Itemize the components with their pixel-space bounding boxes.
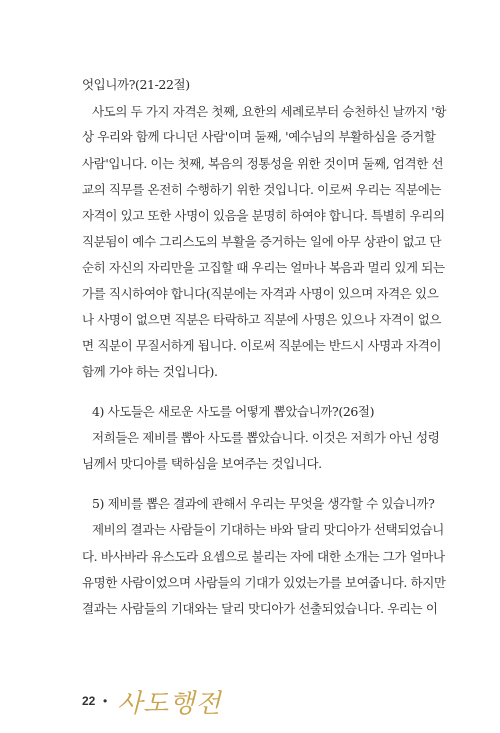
text-line: 님께서 맛디아를 택하심을 보여주는 것입니다. [82, 456, 322, 471]
text-line: 자격이 있고 또한 사명이 있음을 분명히 하여야 합니다. 특별히 우리의 [82, 208, 445, 223]
footer-separator: • [103, 694, 108, 708]
text-line: 엇입니까?(21-22절) [82, 77, 190, 92]
text-line: 상 우리와 함께 다니던 사람'이며 둘째, '예수님의 부활하심을 증거할 [82, 129, 436, 144]
text-line: 면 직분이 무질서하게 됩니다. 이로써 직분에는 반드시 사명과 자격이 [82, 338, 442, 353]
text-line: 직분됨이 예수 그리스도의 부활을 증거하는 일에 아무 상관이 없고 단 [82, 234, 442, 249]
text-line: 결과는 사람들의 기대와는 달리 맛디아가 선출되었습니다. 우리는 이 [82, 601, 438, 616]
text-line: 순히 자신의 자리만을 고집할 때 우리는 얼마나 복음과 멀리 있게 되는 [82, 260, 445, 275]
text-line: 가를 직시하여야 합니다(직분에는 자격과 사명이 있으며 자격은 있으 [82, 286, 439, 301]
question-heading: 4) 사도들은 새로운 사도를 어떻게 뽑았습니까?(26절) [92, 404, 375, 419]
text-line: 사람'입니다. 이는 첫째, 복음의 정통성을 위한 것이며 둘째, 엄격한 선 [82, 156, 444, 171]
text-line: 나 사명이 없으면 직분은 타락하고 직분에 사명은 있으나 자격이 없으 [82, 312, 442, 327]
text-line: 제비의 결과는 사람들이 기대하는 바와 달리 맛디아가 선택되었습니 [92, 522, 444, 537]
page-number: 22 [82, 694, 96, 708]
text-line: 사도의 두 가지 자격은 첫째, 요한의 세례로부터 승천하신 날까지 '항 [92, 104, 446, 119]
question-heading: 5) 제비를 뽑은 결과에 관해서 우리는 무엇을 생각할 수 있습니까? [92, 496, 435, 511]
text-line: 함께 가야 하는 것입니다). [82, 364, 218, 379]
text-line: 저희들은 제비를 뽑아 사도를 뽑았습니다. 이것은 저희가 아닌 성령 [92, 430, 440, 445]
text-line: 교의 직무를 온전히 수행하기 위한 것입니다. 이로써 우리는 직분에는 [82, 182, 442, 197]
text-line: 유명한 사람이었으며 사람들의 기대가 있었는가를 보여줍니다. 하지만 [82, 575, 446, 590]
book-title: 사도행전 [117, 689, 222, 719]
text-line: 다. 바사바라 유스도라 요셉으로 불리는 자에 대한 소개는 그가 얼마나 [82, 549, 445, 564]
